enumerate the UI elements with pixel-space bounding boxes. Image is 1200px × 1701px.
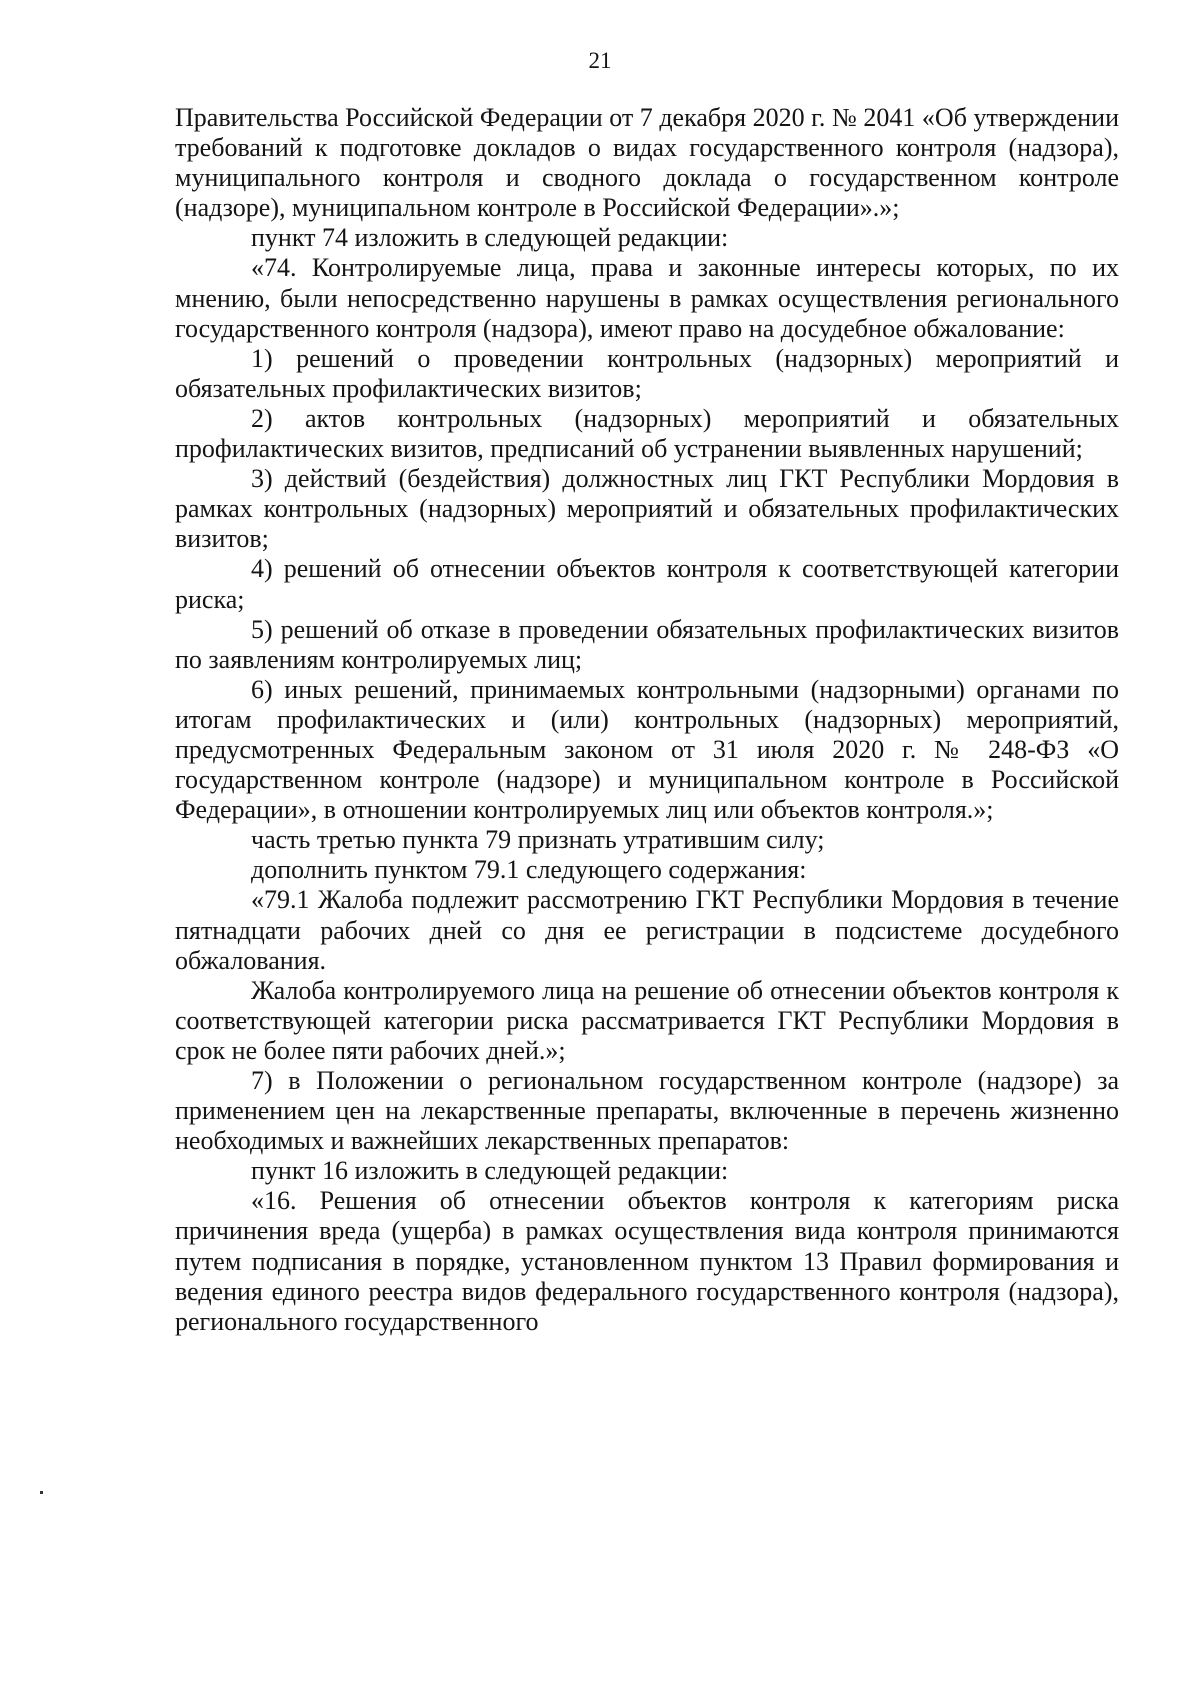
paragraph-item-74-text: «74. Контролируемые лица, права и законные интересы которых, по их мнению, были непосредственно нарушены в рамках осуществления регионального государственного контроля (надзора), имеют право на досудебное обжалование: [175,253,1119,343]
document-body [175,103,1119,1337]
paragraph-list-item-6: 6) иных решений, принимаемых контрольными (надзорными) органами по итогам профилактических и (или) контрольных (надзорных) мероприятий, предусмотренных Федеральным законом от 31 июля 2020 г. № 248-ФЗ «О государственном контроле (надзоре) и муниципальном контроле в Российской Федерации», в отношении контролируемых лиц или объектов контроля.»; [175,674,1119,825]
page-number: 21 [588,48,612,73]
paragraph-item-74-instruction: пункт 74 изложить в следующей редакции: [251,223,729,253]
paragraph-list-item-3: 3) действий (бездействия) должностных лиц ГКТ Республики Мордовия в рамках контрольных (надзорных) мероприятий и обязательных профилактических визитов; [175,464,1119,554]
paragraph-continuation-government-decree: Правительства Российской Федерации от 7 декабря 2020 г. № 2041 «Об утверждении требований к подготовке докладов о видах государственного контроля (надзора), муниципального контроля и сводного доклада о государственном контроле (надзоре), муниципальном контроле в Российской Федерации».»; [175,103,1119,223]
paragraph-list-item-5: 5) решений об отказе в проведении обязательных профилактических визитов по заявлениям контролируемых лиц; [175,614,1119,674]
paragraph-add-item-79-1: дополнить пунктом 79.1 следующего содержания: [251,855,807,885]
paragraph-item-16-instruction: пункт 16 изложить в следующей редакции: [251,1156,729,1186]
paragraph-item-16-text: «16. Решения об отнесении объектов контроля к категориям риска причинения вреда (ущерба) в рамках осуществления вида контроля принимаются путем подписания в порядке, установленном пунктом 13 Правил формирования и ведения единого реестра видов федерального государственного контроля (надзора), регионального государственного [175,1186,1119,1336]
paragraph-item-79-1-text: «79.1 Жалоба подлежит рассмотрению ГКТ Республики Мордовия в течение пятнадцати рабочих дней со дня ее регистрации в подсистеме досудебного обжалования. [175,885,1119,975]
paragraph-list-item-1: 1) решений о проведении контрольных (надзорных) мероприятий и обязательных профилактических визитов; [175,343,1119,403]
paragraph-section-7: 7) в Положении о региональном государственном контроле (надзоре) за применением цен на лекарственные препараты, включенные в перечень жизненно необходимых и важнейших лекарственных препаратов: [175,1066,1119,1156]
paragraph-item-79-part-3: часть третью пункта 79 признать утратившим силу; [251,825,825,855]
paragraph-list-item-2: 2) актов контрольных (надзорных) мероприятий и обязательных профилактических визитов, предписаний об устранении выявленных нарушений; [175,403,1119,464]
scan-speck [40,1491,43,1494]
paragraph-list-item-4: 4) решений об отнесении объектов контроля к соответствующей категории риска; [175,554,1119,614]
paragraph-item-79-1-complaint: Жалоба контролируемого лица на решение об отнесении объектов контроля к соответствующей категории риска рассматривается ГКТ Республики Мордовия в срок не более пяти рабочих дней.»; [175,975,1119,1065]
